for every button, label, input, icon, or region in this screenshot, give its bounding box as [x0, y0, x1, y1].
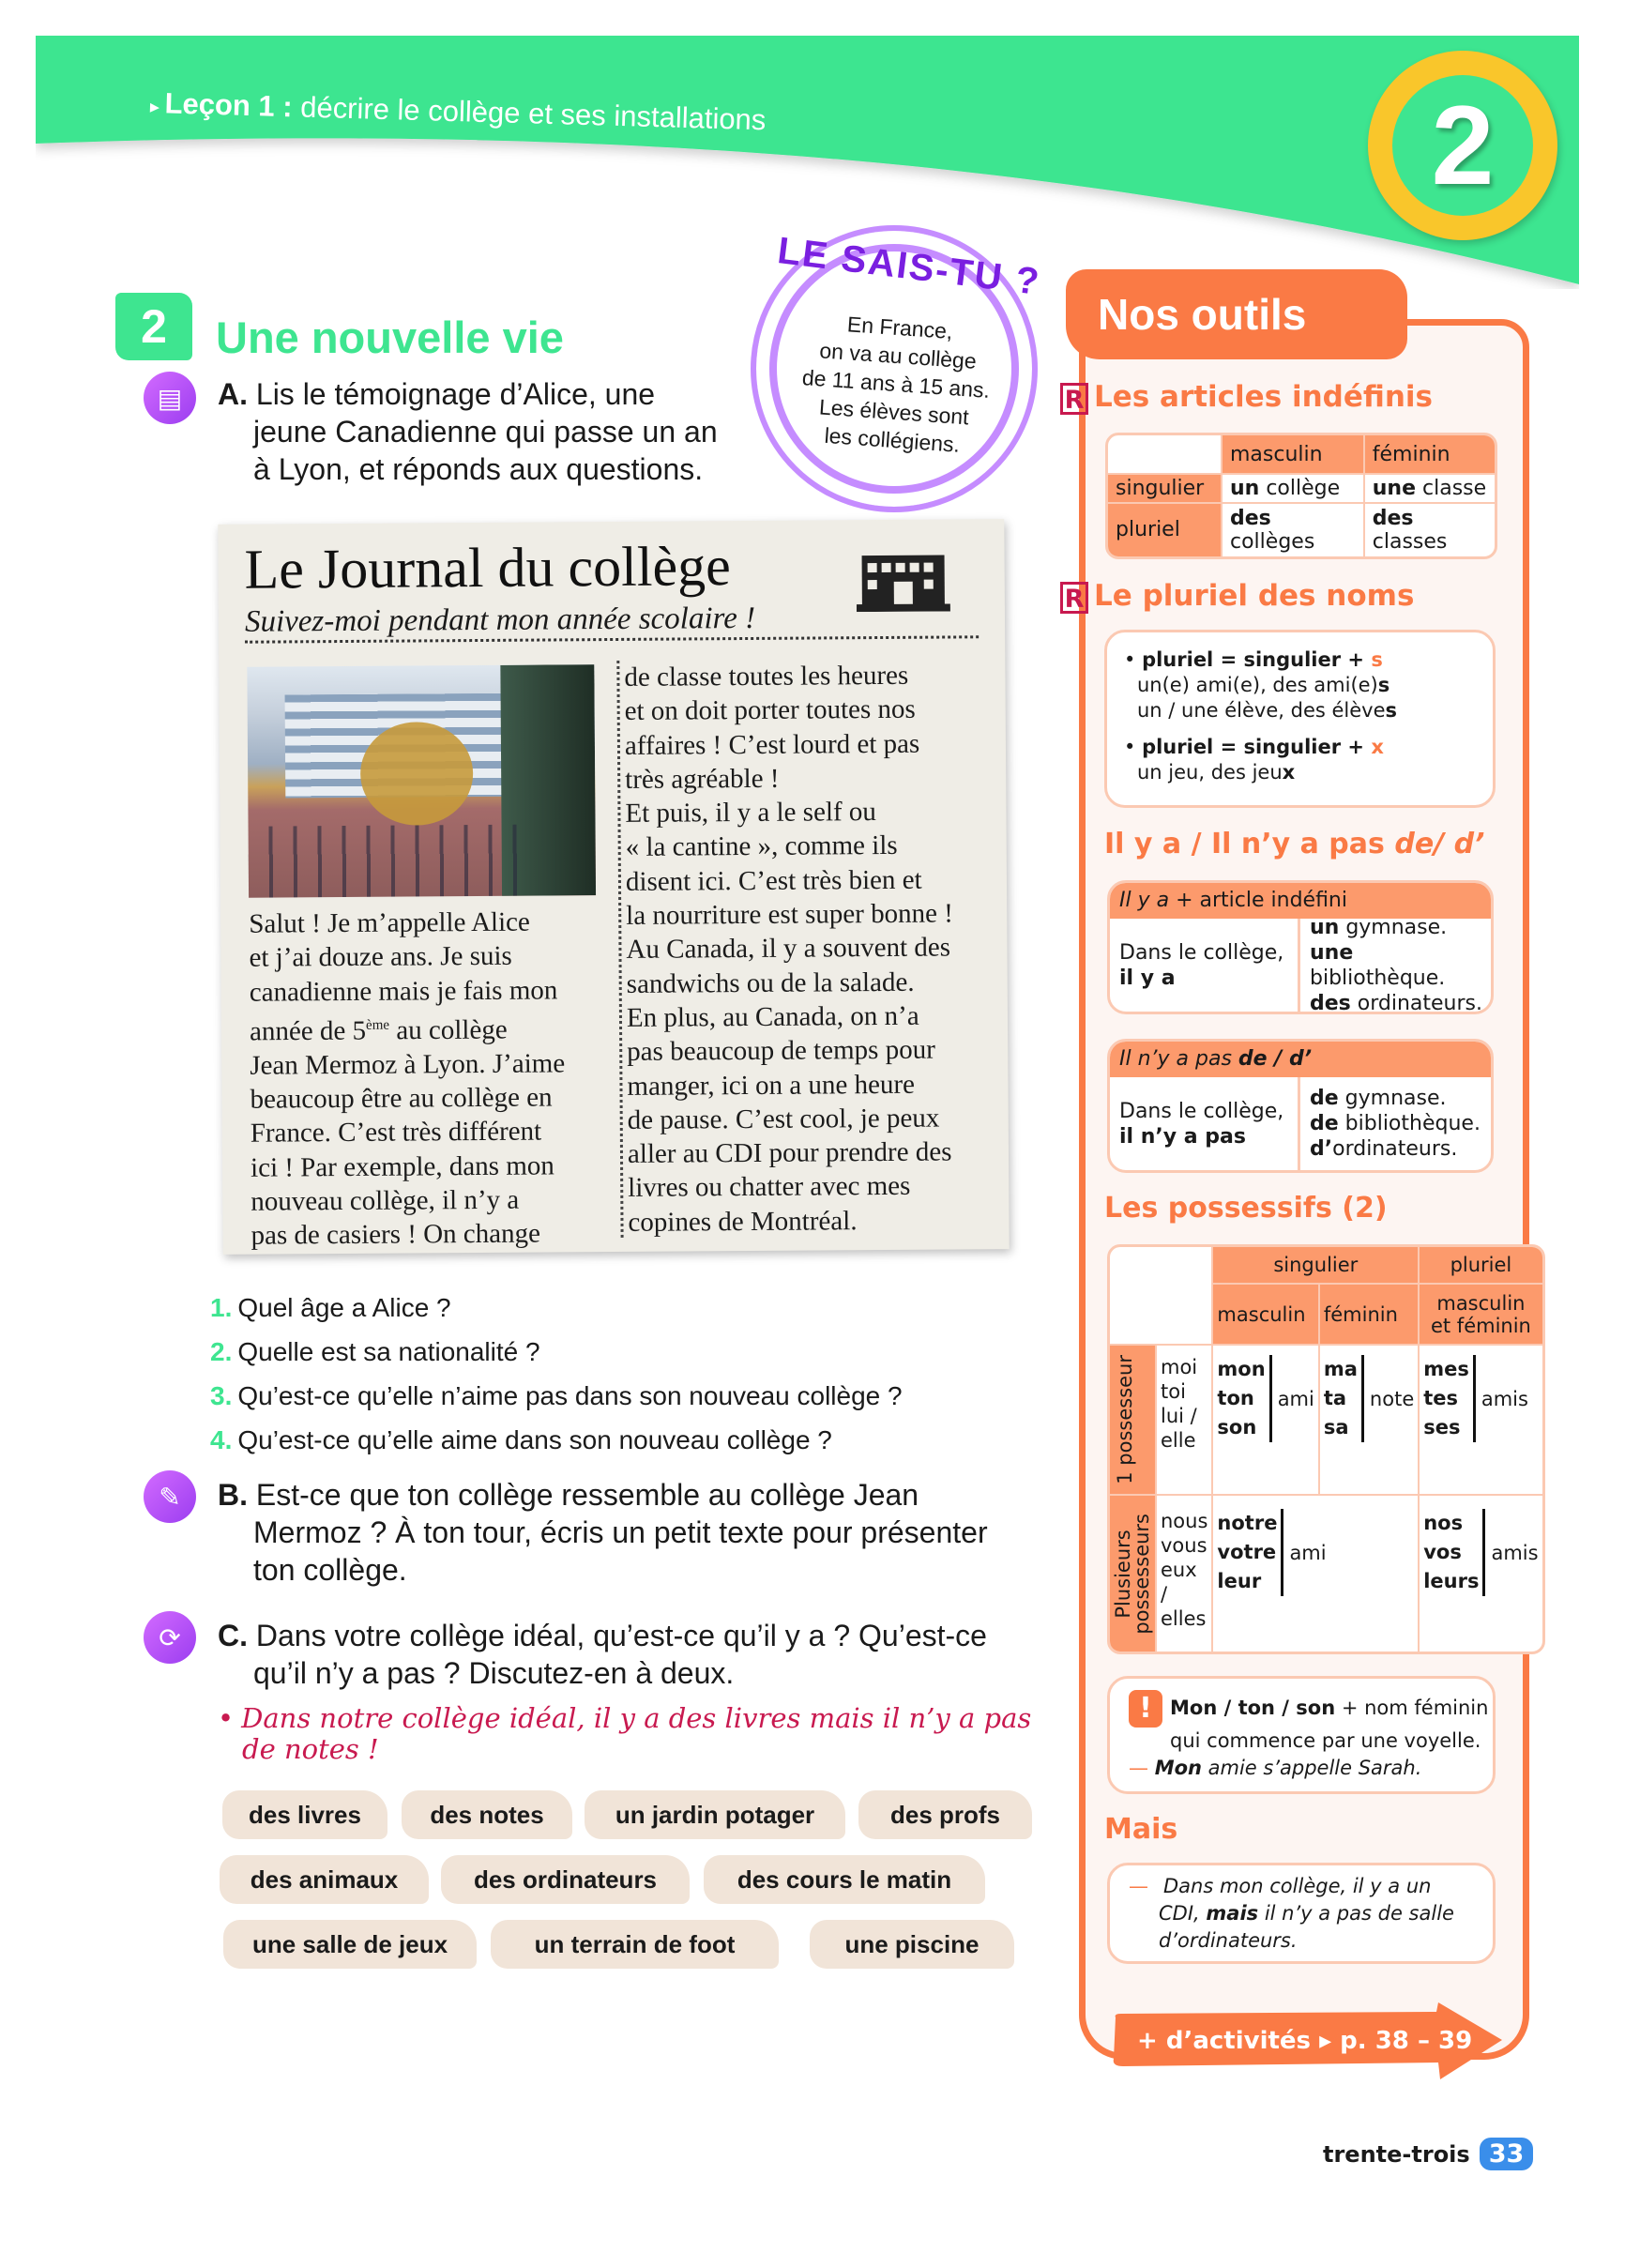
possessive: ma: [1323, 1358, 1358, 1380]
example: un(e) ami(e), des ami(e): [1137, 674, 1378, 696]
article-line: de pause. C’est cool, je peux: [627, 1103, 940, 1135]
example: il n’y a pas de salle: [1258, 1902, 1454, 1925]
section-number: 2: [115, 293, 192, 360]
possessive: mon: [1217, 1358, 1266, 1380]
article-line: et j’ai douze ans. Je suis: [249, 941, 512, 974]
superscript: ème: [365, 1017, 390, 1033]
article-line: copines de Montréal.: [628, 1205, 858, 1238]
warning-bold: Mon / ton / son: [1170, 1697, 1336, 1719]
ilya-box: [1107, 880, 1494, 1014]
article-line: Et puis, il y a le self ou: [625, 797, 876, 830]
word-chip[interactable]: des ordinateurs: [441, 1855, 690, 1904]
col-header: masculin: [1213, 1285, 1319, 1346]
question-text: Quelle est sa nationalité ?: [237, 1337, 540, 1366]
ilya-heading: [1104, 828, 1484, 860]
noun: classe: [1416, 476, 1487, 500]
book-icon: ▤: [144, 372, 196, 424]
lesson-text: décrire le collège et ses installations: [292, 90, 767, 137]
word-chip[interactable]: un jardin potager: [585, 1790, 845, 1839]
possessives-heading: Les possessifs (2): [1104, 1192, 1388, 1225]
table-row: [1110, 1346, 1542, 1496]
possessive: vos: [1423, 1541, 1462, 1563]
question-text: Qu’est-ce qu’elle n’aime pas dans son nouveau collège ?: [237, 1381, 903, 1410]
article-line: [250, 1007, 565, 1048]
noun: ordinateurs.: [1350, 991, 1482, 1014]
rule: pluriel = singulier +: [1142, 648, 1372, 671]
school-newspaper: [218, 519, 1009, 1255]
article-line: pas de casiers ! On change: [251, 1218, 541, 1252]
page-word: trente-trois: [1323, 2140, 1470, 2168]
pronoun: toi: [1161, 1380, 1186, 1403]
possessive: son: [1217, 1416, 1257, 1438]
word-chip[interactable]: des livres: [222, 1790, 387, 1839]
phrase: Dans le collège,: [1119, 1099, 1284, 1123]
article-line: ici ! Par exemple, dans mon: [250, 1150, 554, 1183]
activity-c-line: Dans votre collège idéal, qu’est-ce qu’il y a ? Qu’est-ce: [255, 1619, 987, 1652]
bullet: •: [218, 1702, 235, 1734]
pronoun: eux /: [1161, 1559, 1197, 1606]
noun: amis: [1481, 1387, 1528, 1410]
fact-line: les collégiens.: [823, 422, 961, 457]
article: une: [1372, 476, 1417, 500]
word-chip[interactable]: des cours le matin: [704, 1855, 985, 1904]
word-chip[interactable]: un terrain de foot: [491, 1920, 779, 1969]
article-text: année de 5: [249, 1015, 367, 1047]
article-line: nouveau collège, il n’y a: [251, 1184, 520, 1217]
article: une: [1310, 940, 1354, 965]
article-line: canadienne mais je fais mon: [249, 975, 558, 1008]
did-you-know-text: [783, 306, 1009, 462]
example-line: de notes !: [242, 1733, 379, 1765]
activity-b-line: Est-ce que ton collège ressemble au collège Jean: [255, 1478, 919, 1512]
noun: collège: [1259, 476, 1341, 500]
noun: ami: [1289, 1541, 1327, 1564]
bullet: •: [1124, 648, 1136, 671]
ilnya-box: [1107, 1039, 1494, 1173]
suffix: x: [1282, 761, 1296, 784]
newspaper-subtitle: Suivez-moi pendant mon année scolaire !: [244, 601, 756, 639]
col-header: et féminin: [1430, 1314, 1531, 1337]
possessive: ses: [1423, 1416, 1461, 1438]
phrase-bold: il n’y a pas: [1119, 1124, 1246, 1149]
activity-a-line: à Lyon, et réponds aux questions.: [253, 452, 704, 486]
rule: pluriel = singulier +: [1142, 736, 1372, 758]
reference-icon: R: [1060, 383, 1088, 415]
activity-a-letter: A.: [218, 377, 248, 411]
article-line: « la cantine », comme ils: [625, 830, 898, 863]
box-header-bold: de / d’: [1238, 1047, 1313, 1071]
pronoun: vous: [1161, 1534, 1207, 1557]
school-building-icon: [857, 553, 950, 612]
article-line: livres ou chatter avec mes: [628, 1171, 911, 1204]
fact-line: de 11 ans à 15 ans.: [801, 365, 991, 403]
question-item: [210, 1330, 903, 1374]
article-line: la nourriture est super bonne !: [626, 898, 954, 931]
did-you-know-title: LE SAIS-TU ?: [775, 229, 1043, 304]
possessive: leur: [1217, 1570, 1262, 1592]
mais-heading: Mais: [1104, 1813, 1178, 1846]
dash: —: [1129, 1875, 1148, 1897]
column-divider: [616, 661, 623, 1238]
example: un jeu, des jeu: [1137, 761, 1283, 784]
articles-title: Les articles indéfinis: [1094, 380, 1433, 414]
article: des: [1310, 991, 1351, 1014]
article-line: sandwichs ou de la salade.: [626, 967, 915, 999]
article: de: [1310, 1087, 1339, 1110]
col-header: masculin: [1436, 1291, 1526, 1315]
possessive: tes: [1423, 1387, 1459, 1409]
word-chip[interactable]: des animaux: [220, 1855, 429, 1904]
example-sentence: [218, 1703, 1031, 1765]
page-number: 33: [1480, 2138, 1534, 2170]
pronoun: elles: [1161, 1607, 1207, 1630]
noun: gymnase.: [1339, 915, 1448, 939]
row-header: possesseurs: [1131, 1513, 1153, 1635]
dash: —: [1129, 1757, 1148, 1779]
box-header-italic: Il n’y a pas: [1119, 1047, 1238, 1071]
possessive: ta: [1323, 1387, 1347, 1409]
activity-c-letter: C.: [218, 1619, 248, 1652]
row-header: Plusieurs: [1112, 1529, 1134, 1619]
box-header-italic: Il y a: [1119, 889, 1170, 912]
suffix: x: [1371, 736, 1384, 758]
noun: bibliothèque.: [1338, 1112, 1481, 1135]
school-courtyard-photo: [247, 664, 596, 898]
noun: amis: [1491, 1541, 1539, 1564]
article-line: disent ici. C’est très bien et: [625, 864, 922, 897]
noun: bibliothèque.: [1310, 966, 1446, 990]
activity-c: [218, 1617, 987, 1692]
article-line: pas beaucoup de temps pour: [627, 1034, 935, 1068]
article: un: [1310, 915, 1340, 939]
mais-box: [1107, 1863, 1496, 1964]
article-line: beaucoup être au collège en: [250, 1082, 553, 1115]
question-number: 4.: [210, 1425, 233, 1454]
pronoun: lui /: [1161, 1405, 1197, 1427]
fact-line: Les élèves sont: [818, 394, 970, 430]
plural-title: Le pluriel des noms: [1094, 579, 1415, 613]
box-header: + article indéfini: [1169, 889, 1347, 912]
activity-c-line: qu’il n’y a pas ? Discutez-en à deux.: [253, 1656, 735, 1690]
articles-heading: [1060, 380, 1433, 415]
suffix: s: [1377, 674, 1390, 696]
article-line: aller au CDI pour prendre des: [627, 1136, 952, 1170]
example-bold: mais: [1206, 1902, 1259, 1925]
row-header: 1 possesseur: [1114, 1355, 1136, 1484]
example: Dans mon collège, il y a un: [1163, 1875, 1432, 1897]
article: des: [1230, 506, 1271, 530]
question-item: [210, 1418, 903, 1462]
newspaper-title: Le Journal du collège: [244, 535, 732, 601]
activity-b: [218, 1476, 988, 1589]
article-line: En plus, au Canada, on n’a: [626, 1000, 919, 1033]
section-title: Une nouvelle vie: [216, 312, 564, 362]
row-header: pluriel: [1108, 504, 1223, 557]
article-line: de classe toutes les heures: [624, 660, 909, 693]
noun: ami: [1277, 1387, 1314, 1410]
phrase-bold: il y a: [1119, 966, 1176, 990]
article: d’: [1310, 1137, 1333, 1161]
activity-b-letter: B.: [218, 1478, 248, 1512]
example-line: Dans notre collège idéal, il y a des livres mais il n’y a pas: [241, 1702, 1032, 1734]
article-text: au collège: [388, 1014, 508, 1046]
article-right-column: [624, 658, 955, 1239]
article-line: manger, ici on a une heure: [627, 1069, 916, 1102]
fact-line: on va au collège: [818, 338, 978, 373]
question-number: 1.: [210, 1293, 233, 1322]
article-line: très agréable !: [625, 763, 780, 795]
pronoun: elle: [1161, 1429, 1196, 1452]
ilya-title: Il y a / Il n’y a pas: [1104, 828, 1395, 860]
question-number: 3.: [210, 1381, 233, 1410]
table-row: [1108, 504, 1495, 557]
warning-box: [1107, 1676, 1496, 1794]
possessive: leurs: [1423, 1570, 1480, 1592]
col-header: féminin: [1365, 435, 1495, 475]
col-header: masculin: [1223, 435, 1365, 475]
example: un / une élève, des élève: [1137, 699, 1386, 722]
question-text: Qu’est-ce qu’elle aime dans son nouveau collège ?: [237, 1425, 832, 1454]
article-line: Jean Mermoz à Lyon. J’aime: [250, 1048, 566, 1081]
example: amie s’appelle Sarah.: [1201, 1757, 1422, 1779]
noun: collèges: [1230, 529, 1315, 554]
activity-a: [218, 375, 718, 488]
lesson-title: ▸ Leçon 1 : décrire le collège et ses installations: [149, 86, 767, 137]
table-row: [1110, 1496, 1542, 1652]
bullet: •: [1124, 736, 1136, 758]
possessives-table: [1107, 1244, 1545, 1654]
question-number: 2.: [210, 1337, 233, 1366]
col-header: féminin: [1320, 1285, 1420, 1346]
possessive: votre: [1217, 1541, 1277, 1563]
page-footer: [1323, 2138, 1533, 2170]
possessive: ton: [1217, 1387, 1254, 1409]
article-line: affaires ! C’est lourd et pas: [624, 728, 920, 761]
reference-icon: R: [1060, 582, 1088, 614]
ilya-title-italic: de/ d’: [1394, 828, 1485, 860]
question-item: [210, 1286, 903, 1330]
col-header: singulier: [1213, 1247, 1420, 1285]
lesson-label: Leçon 1 :: [164, 86, 294, 124]
article: des: [1372, 506, 1414, 530]
example-bold: Mon: [1154, 1757, 1202, 1779]
article-line: Salut ! Je m’appelle Alice: [249, 906, 530, 939]
article: de: [1310, 1112, 1339, 1135]
suffix: s: [1371, 648, 1383, 671]
question-list: [210, 1286, 903, 1462]
article-line: Au Canada, il y a souvent des: [626, 932, 951, 966]
article-left-column: [249, 905, 566, 1253]
possessive: nos: [1423, 1512, 1464, 1534]
warning-text: + nom féminin: [1335, 1697, 1489, 1719]
suffix: s: [1385, 699, 1398, 722]
word-chip[interactable]: des notes: [402, 1790, 572, 1839]
noun: gymnase.: [1338, 1087, 1447, 1110]
speech-icon: ⟳: [144, 1611, 196, 1664]
phrase: Dans le collège,: [1119, 940, 1284, 965]
fact-line: En France,: [846, 312, 954, 344]
pronoun: moi: [1161, 1356, 1198, 1378]
warning-icon: !: [1129, 1690, 1162, 1728]
noun: classes: [1372, 529, 1448, 554]
pronoun: nous: [1161, 1510, 1208, 1532]
article: un: [1230, 476, 1260, 500]
noun: ordinateurs.: [1332, 1137, 1458, 1161]
example: CDI,: [1159, 1902, 1207, 1925]
word-chip[interactable]: une salle de jeux: [223, 1920, 477, 1969]
question-item: [210, 1374, 903, 1418]
article-line: et on doit porter toutes nos: [624, 694, 916, 727]
more-activities-link[interactable]: + d’activités ▸ p. 38 – 39: [1137, 2027, 1473, 2055]
activity-a-line: jeune Canadienne qui passe un an: [253, 415, 718, 449]
warning-text: qui commence par une voyelle.: [1170, 1729, 1481, 1752]
possessive: sa: [1323, 1416, 1349, 1438]
activity-b-line: ton collège.: [253, 1553, 407, 1587]
plural-rules: [1104, 630, 1496, 808]
activity-a-line: Lis le témoignage d’Alice, une: [255, 377, 656, 411]
col-header: pluriel: [1420, 1247, 1541, 1285]
example: d’ordinateurs.: [1159, 1929, 1298, 1952]
activity-b-line: Mermoz ? À ton tour, écris un petit texte pour présenter: [253, 1515, 988, 1549]
possessive: notre: [1217, 1512, 1278, 1534]
article-line: France. C’est très différent: [250, 1116, 542, 1149]
possessive: mes: [1423, 1358, 1469, 1380]
pencil-icon: ✎: [144, 1470, 196, 1523]
table-row: [1108, 475, 1495, 504]
plural-heading: [1060, 579, 1414, 614]
tools-panel-title: Nos outils: [1066, 269, 1407, 359]
noun: note: [1369, 1387, 1415, 1410]
articles-table: [1105, 433, 1497, 559]
row-header: singulier: [1108, 475, 1223, 504]
unit-badge: [1368, 51, 1557, 240]
question-text: Quel âge a Alice ?: [237, 1293, 451, 1322]
word-chip[interactable]: des profs: [858, 1790, 1032, 1839]
unit-number: 2: [1392, 75, 1533, 216]
word-chip[interactable]: une piscine: [810, 1920, 1014, 1969]
